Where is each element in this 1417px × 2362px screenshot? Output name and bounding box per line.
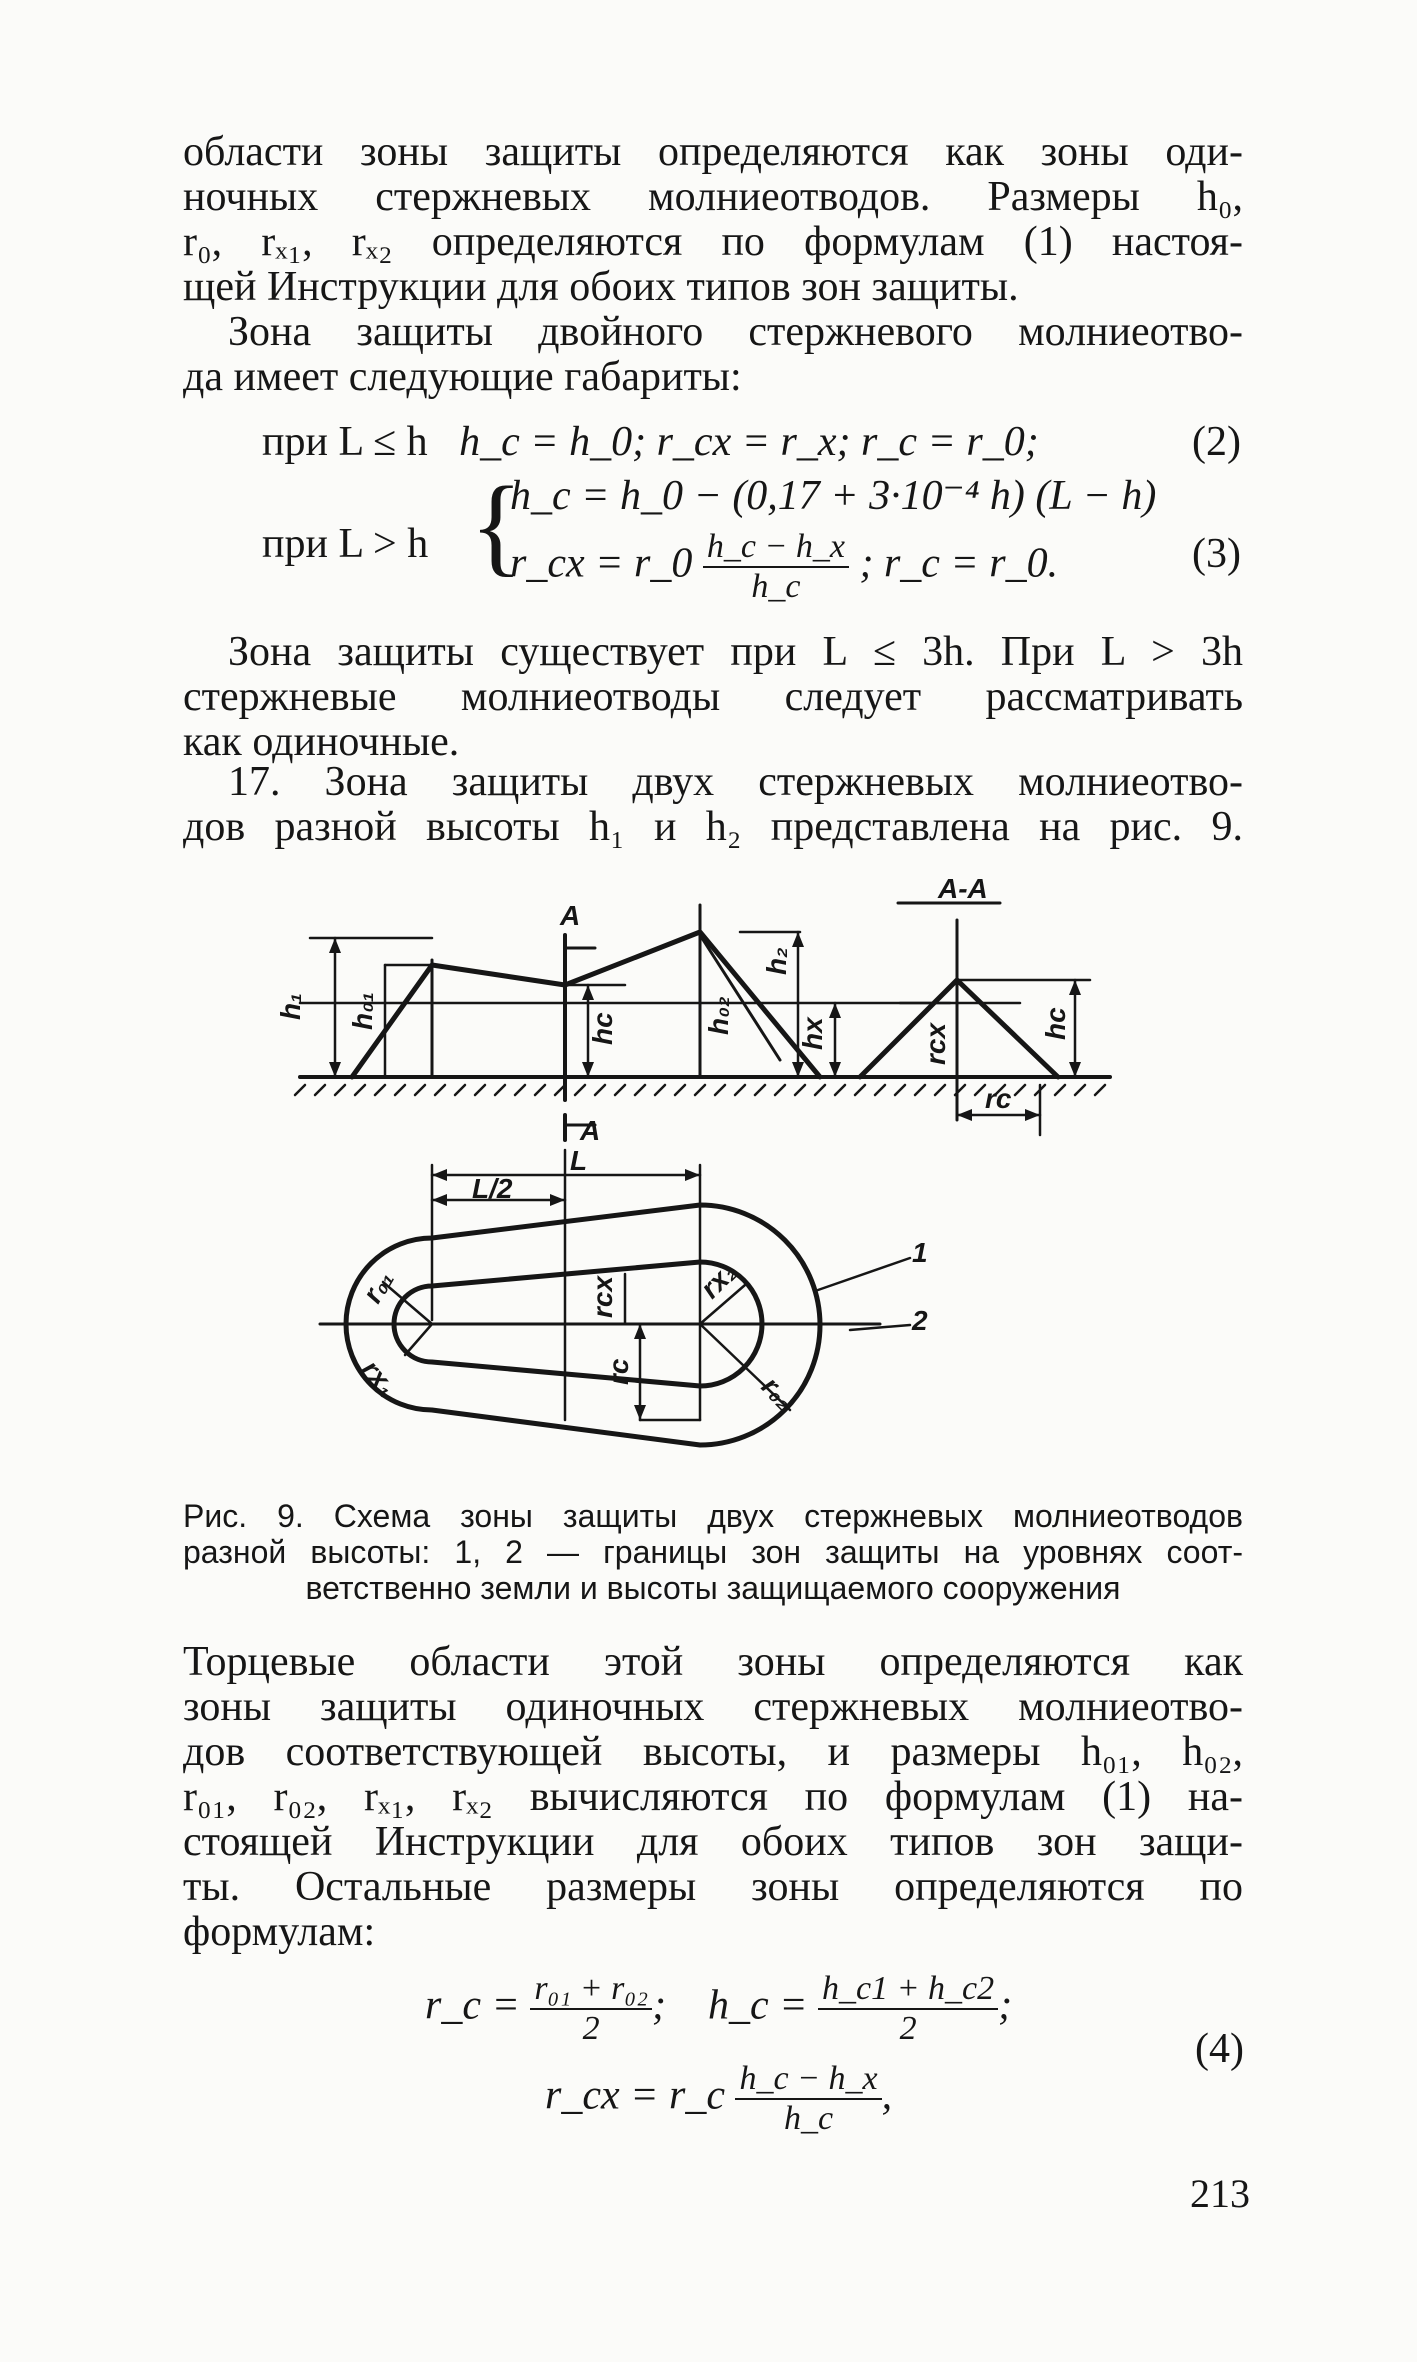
label-h1: h₁ [275, 993, 306, 1020]
text-line: да имеет следующие габариты: [183, 354, 742, 400]
text-line: зоны защиты одиночных стержневых молниеотво- [183, 1684, 1243, 1730]
label-rcx-plan: rcx [587, 1275, 618, 1318]
caption-line: Рис. 9. Схема зоны защиты двух стержневых молниеотводов [183, 1498, 1243, 1534]
brace-symbol: { [470, 464, 523, 586]
text-line: формулам: [183, 1909, 376, 1955]
equation-4-end: , [881, 2072, 893, 2119]
equation-3-condition: при L > h [262, 521, 429, 567]
equation-4-number: (4) [1195, 2026, 1244, 2072]
page-number: 213 [1190, 2171, 1250, 2216]
equation-3-suffix: ; r_c = r_0. [859, 540, 1059, 587]
text-line: Зона защиты существует при L ≤ 3h. При L > 3h [228, 629, 1243, 675]
equation-4-separator: ; [652, 1982, 667, 2029]
text-line: щей Инструкции для обоих типов зон защиты. [183, 264, 1019, 310]
equation-4-separator: ; [998, 1982, 1013, 2029]
text-line: r₀₁, r₀₂, rₓ₁, rₓ₂ вычисляются по формулам (1) на- [183, 1774, 1243, 1820]
section-label: А-А [938, 873, 988, 904]
text-line: Зона защиты двойного стержневого молниеотво- [228, 309, 1243, 355]
label-h2: h₂ [761, 947, 792, 975]
label-rx2: rx₂ [694, 1256, 743, 1305]
cut-label-top: А [560, 900, 581, 931]
callout-2: 2 [912, 1305, 928, 1336]
fraction-numerator: h_c − h_x [735, 2060, 881, 2100]
fraction-numerator: r₀₁ + r₀₂ [530, 1970, 652, 2010]
label-r02: r₀₂ [755, 1370, 801, 1416]
label-hx: hx [797, 1017, 828, 1050]
equation-2-condition: при L ≤ h [262, 419, 428, 465]
label-h01: h₀₁ [347, 991, 378, 1030]
text-line: области зоны защиты определяются как зоны оди- [183, 129, 1243, 175]
text-line: дов разной высоты h₁ и h₂ представлена на рис. 9. [183, 804, 1243, 850]
text-line: стоящей Инструкции для обоих типов зон защи- [183, 1819, 1243, 1865]
fraction-denominator: h_c [783, 2100, 834, 2137]
label-hc: hc [587, 1012, 618, 1045]
label-r01: r₀₁ [356, 1264, 400, 1308]
equation-4-rcx-fraction [735, 2060, 881, 2138]
equation-3-prefix: r_cx = r_0 [510, 540, 693, 587]
text-line: стержневые молниеотводы следует рассматривать [183, 674, 1243, 720]
figure-caption [183, 1498, 1243, 1606]
fraction-numerator: h_c1 + h_c2 [818, 1970, 998, 2010]
caption-line: ветственно земли и высоты защищаемого сооружения [305, 1570, 1121, 1606]
equation-4-hc-lhs: h_c = [708, 1982, 808, 2029]
text-line: r₀, rₓ₁, rₓ₂ определяются по формулам (1) настоя- [183, 219, 1243, 265]
equation-4-line-1 [425, 1970, 1012, 2048]
text-line: ты. Остальные размеры зоны определяются по [183, 1864, 1243, 1910]
equation-4-line-2 [545, 2060, 892, 2138]
fraction-denominator: 2 [899, 2010, 917, 2047]
label-rc: rc [985, 1083, 1012, 1114]
paragraph-5 [183, 1640, 1243, 1955]
label-rcx: rcx [920, 1022, 951, 1065]
caption-line: разной высоты: 1, 2 — границы зон защиты на уровнях соот- [183, 1534, 1243, 1570]
text-line: ночных стержневых молниеотводов. Размеры h₀, [183, 174, 1243, 220]
equation-4-rcx-lhs: r_cx = r_c [545, 2072, 725, 2119]
text-line: Торцевые области этой зоны определяются как [183, 1639, 1243, 1685]
label-rx1: rx₁ [355, 1353, 403, 1402]
fraction-denominator: h_c [751, 568, 801, 605]
label-rc-plan: rc [603, 1358, 634, 1385]
text-line: дов соответствующей высоты, и размеры h₀₁, h₀₂, [183, 1729, 1243, 1775]
label-L: L [570, 1145, 588, 1176]
text-line: 17. Зона защиты двух стержневых молниеотво- [228, 759, 1243, 805]
equation-3-line-1: h_c = h_0 − (0,17 + 3·10⁻⁴ h) (L − h) [510, 473, 1157, 519]
text-line: как одиночные. [183, 719, 460, 765]
equation-3-number: (3) [1192, 531, 1241, 577]
label-h02: h₀₂ [703, 996, 734, 1035]
equation-4-hc-fraction [818, 1970, 998, 2048]
equation-2-number: (2) [1192, 419, 1241, 465]
cut-label-bottom: А [580, 1115, 601, 1146]
label-hc-section: hc [1040, 1007, 1071, 1040]
fraction-numerator: h_c − h_x [703, 528, 849, 568]
label-L-half: L/2 [472, 1173, 513, 1204]
equation-4-rc-fraction [530, 1970, 652, 2048]
equation-4-rc-lhs: r_c = [425, 1982, 520, 2029]
callout-1: 1 [912, 1237, 928, 1268]
fraction-denominator: 2 [582, 2010, 600, 2047]
equation-2-body: h_c = h_0; r_cx = r_x; r_c = r_0; [459, 419, 1039, 465]
